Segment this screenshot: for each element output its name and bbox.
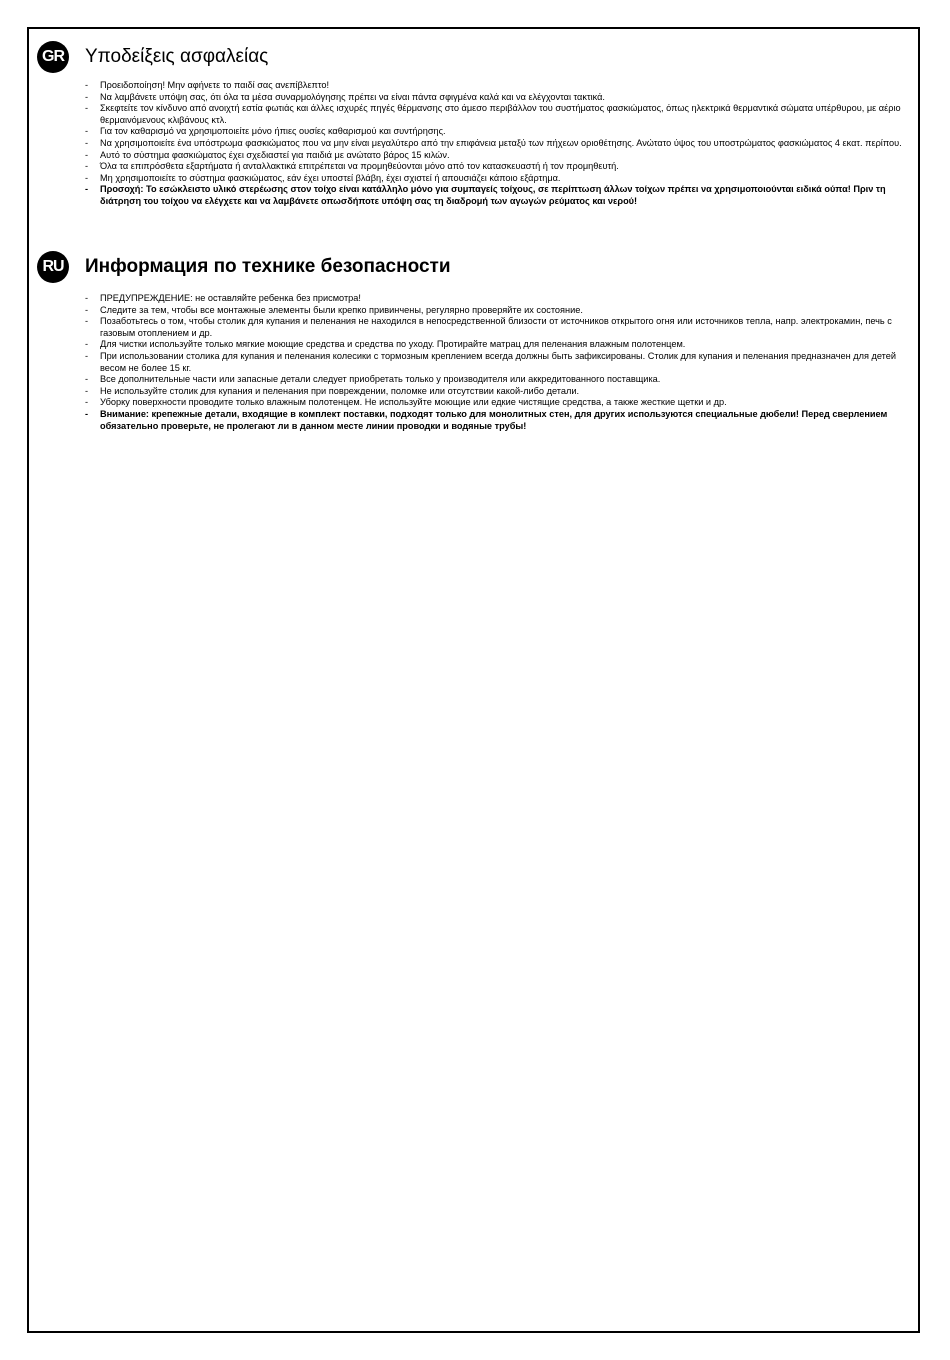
list-item-text: - Σκεφτείτε τον κίνδυνο από ανοιχτή εστία φωτιάς και άλλες ισχυρές πηγές θέρμανσης στο άμεσο περιβάλλον του συστήματος φασκιώματος, όπως ηλεκτρικά θερμαντικά σώματα υπέρθυρου, με αέριο θερμαινόμενους κλιβάνους κτλ. [100, 103, 901, 125]
list-item [85, 397, 910, 409]
list-item [85, 351, 910, 374]
list-item-text: - Αυτό το σύστημα φασκιώματος έχει σχεδιαστεί για παιδιά με ανώτατο βάρος 15 κιλών. [100, 149, 450, 160]
section-title-ru: Информация по технике безопасности [85, 256, 451, 277]
list-item [85, 293, 910, 305]
list-item-text: - Να χρησιμοποιείτε ένα υπόστρωμα φασκιώματος που να μην είναι μεγαλύτερο από την επιφάνεια μεταξύ των πήχεων οριοθέτησης. Ανώτατο ύψος του υποστρώματος φασκιώματος 4 εκατ. περίπου. [100, 137, 902, 148]
list-item-text: - ПРЕДУПРЕЖДЕНИЕ: не оставляйте ребенка без присмотра! [100, 293, 361, 303]
list-item [85, 126, 910, 138]
language-badge-ru: RU [37, 251, 69, 283]
safety-section-gr [37, 40, 910, 208]
safety-section-ru [37, 250, 910, 432]
list-item [85, 339, 910, 351]
list-item [85, 150, 910, 162]
section-title-gr: Υποδείξεις ασφαλείας [85, 46, 269, 67]
list-item-text: - При использовании столика для купания и пеленания колесики с тормозным креплением всегда должны быть зафиксированы. Столик для купания и пеленания предназначен для детей весом не более 15 кг. [100, 350, 896, 373]
list-item [85, 80, 910, 92]
warning-list-item [85, 409, 910, 432]
safety-list-ru [37, 293, 910, 432]
list-item-text: - Уборку поверхности проводите только влажным полотенцем. Не используйте моющие или едкие чистящие средства, а также жесткие щетки и др. [100, 397, 727, 408]
list-item-text: - Προειδοποίηση! Μην αφήνετε το παιδί σας ανεπίβλεπτο! [100, 80, 330, 90]
list-item [85, 103, 910, 126]
list-item [85, 138, 910, 150]
list-item [85, 92, 910, 104]
section-header-gr [37, 40, 910, 74]
list-item-text: - Все дополнительные части или запасные детали следует приобретать только у производителя или аккредитованного поставщика. [100, 374, 661, 385]
list-item-text: - Для чистки используйте только мягкие моющие средства и средства по уходу. Протирайте матрац для пеленания влажным полотенцем. [100, 339, 686, 350]
list-item-text: - Μη χρησιμοποιείτε το σύστημα φασκιώματος, εάν έχει υποστεί βλάβη, έχει σχιστεί ή απουσιάζει κάποιο εξάρτημα. [100, 172, 561, 183]
list-item-text: - Να λαμβάνετε υπόψη σας, ότι όλα τα μέσα συναρμολόγησης πρέπει να είναι πάντα σφιγμένα καλά και να ελέγχονται τακτικά. [100, 91, 605, 102]
warning-list-item [85, 184, 910, 207]
section-header-ru [37, 250, 910, 284]
list-item-text: - Не используйте столик для купания и пеленания при повреждении, поломке или отсутствии какой-либо детали. [100, 385, 580, 396]
list-item [85, 173, 910, 185]
list-item [85, 305, 910, 317]
warning-text-gr: - Προσοχή: Το εσώκλειστο υλικό στερέωσης στον τοίχο είναι κατάλληλο μόνο για συμπαγείς τοίχους, σε περίπτωση άλλων τοίχων πρέπει να χρησιμοποιούνται ειδικά ούπα! Πριν τη διάτρηση του τοίχου να ελέγχετε και να λαμβάνετε οπωσδήποτε υπόψη σας τη διαδρομή των αγωγών ρεύματος και νερού! [100, 184, 886, 206]
warning-text-ru: - Внимание: крепежные детали, входящие в комплект поставки, подходят только для монолитных стен, для других используются специальные дюбели! Перед сверлением обязательно проверьте, не пролегают ли в данном месте линии проводки и водяные трубы! [100, 408, 888, 431]
safety-list-gr [37, 80, 910, 208]
language-badge-gr: GR [37, 41, 69, 73]
list-item-text: - Следите за тем, чтобы все монтажные элементы были крепко привинчены, регулярно проверяйте их состояние. [100, 304, 583, 315]
list-item [85, 374, 910, 386]
list-item [85, 161, 910, 173]
list-item-text: - Позаботьтесь о том, чтобы столик для купания и пеленания не находился в непосредственной близости от источников открытого огня или источников тепла, напр. электрокамин, печь с газовым отоплением и др. [100, 316, 892, 338]
list-item-text: - Για τον καθαρισμό να χρησιμοποιείτε μόνο ήπιες ουσίες καθαρισμού και συντήρησης. [100, 126, 446, 137]
list-item-text: - Όλα τα επιπρόσθετα εξαρτήματα ή ανταλλακτικά επιτρέπεται να προμηθεύονται μόνο από τον κατασκευαστή ή τον προμηθευτή. [100, 161, 619, 172]
page-border [27, 27, 920, 1333]
list-item [85, 386, 910, 398]
list-item [85, 316, 910, 339]
